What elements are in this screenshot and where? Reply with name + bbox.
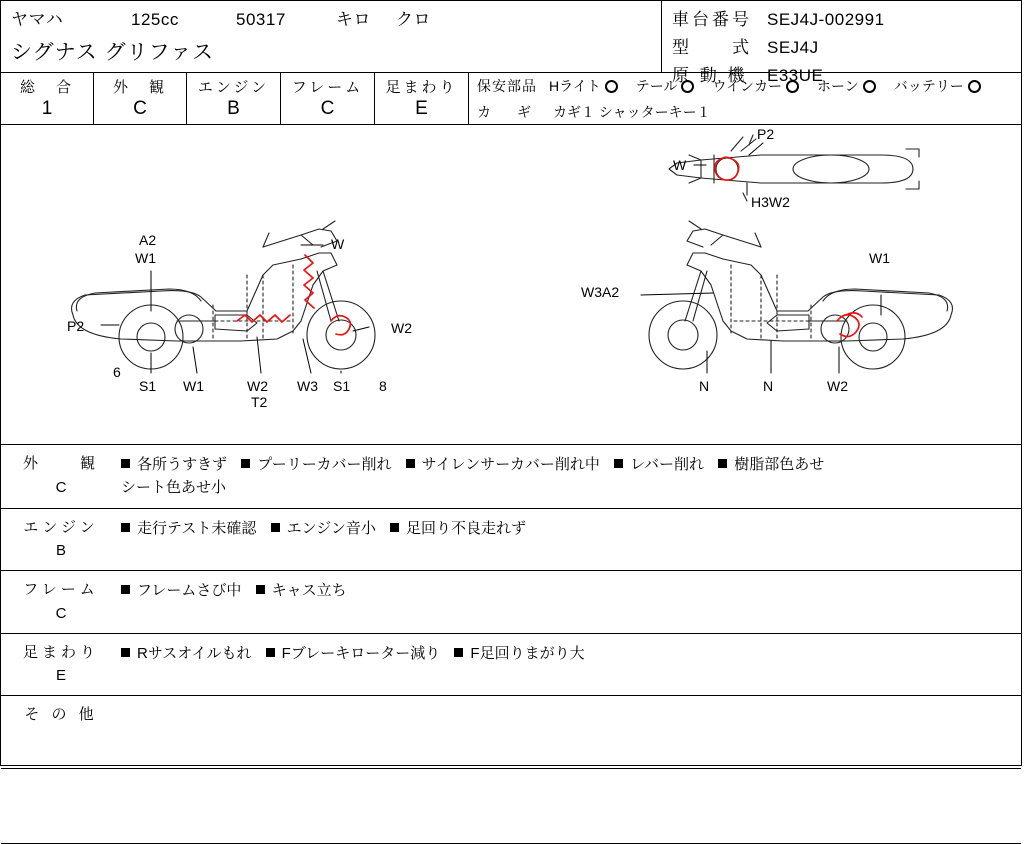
frame-number-row bbox=[672, 5, 1021, 30]
bullet-square-icon bbox=[121, 648, 130, 657]
key-row bbox=[469, 99, 1021, 125]
circle-ok-icon bbox=[863, 80, 876, 93]
diagram-label-w1-top: W1 bbox=[135, 250, 156, 266]
diagram-label-8: 8 bbox=[379, 378, 387, 394]
diagram-label-w3: W3 bbox=[297, 378, 318, 394]
diagram-label-w1-right: W1 bbox=[869, 250, 890, 266]
damage-diagram bbox=[1, 125, 1021, 445]
diagram-label-w2-b: W2 bbox=[247, 378, 268, 394]
type-label: 型 式 bbox=[672, 38, 752, 57]
bullet-square-icon bbox=[271, 523, 280, 532]
remark-item bbox=[121, 479, 226, 496]
diagram-svg bbox=[1, 125, 1023, 443]
key-label: カ ギ bbox=[477, 104, 537, 120]
table-row bbox=[1, 508, 1021, 571]
diagram-label-w3a2: W3A2 bbox=[581, 284, 620, 300]
remarks-key-appearance bbox=[1, 445, 121, 508]
remark-item-text: 足回り不良走れず bbox=[406, 519, 527, 537]
key-value: カギ１ シャッターキー１ bbox=[553, 104, 711, 120]
equipment-winker bbox=[712, 76, 799, 96]
equipment-headlight-label: Hライト bbox=[549, 78, 601, 94]
grade-total-value: 1 bbox=[41, 98, 53, 119]
grade-bar bbox=[1, 73, 1021, 125]
remarks-key-label: エンジン bbox=[23, 518, 99, 536]
remarks-key-grade: C bbox=[55, 478, 67, 496]
remark-item bbox=[256, 582, 347, 599]
grade-appearance bbox=[94, 73, 187, 124]
table-row-other bbox=[1, 696, 1021, 769]
remarks-key-frame bbox=[1, 571, 121, 634]
remark-item-text: シート色あせ小 bbox=[121, 479, 227, 497]
remarks-table bbox=[1, 445, 1021, 844]
bullet-square-icon bbox=[121, 585, 130, 594]
grade-appearance-label: 外 観 bbox=[112, 79, 167, 96]
remarks-values-frame bbox=[121, 571, 1021, 634]
grade-appearance-value: C bbox=[133, 98, 147, 119]
remark-item bbox=[454, 645, 584, 662]
bullet-square-icon bbox=[256, 585, 265, 594]
type-value: SEJ4J bbox=[767, 38, 819, 57]
remark-item bbox=[241, 456, 391, 473]
maker-name: ヤマハ bbox=[11, 10, 64, 29]
remark-item bbox=[614, 456, 704, 473]
table-row bbox=[1, 571, 1021, 634]
remark-item-text: サイレンサーカバー削れ中 bbox=[421, 456, 600, 473]
equipment-winker-label: ウインカー bbox=[712, 78, 783, 94]
grade-frame-label: フレーム bbox=[291, 79, 364, 96]
bullet-square-icon bbox=[406, 459, 415, 468]
remark-item-text: 樹脂部色あせ bbox=[734, 456, 825, 473]
table-row-blank bbox=[1, 769, 1021, 844]
remark-item bbox=[406, 456, 600, 473]
color-value: クロ bbox=[396, 10, 431, 29]
remark-item-text: プーリーカバー削れ bbox=[257, 456, 392, 473]
equipment-taillight bbox=[636, 76, 695, 96]
diagram-label-w: W bbox=[673, 157, 687, 173]
remarks-key-grade: B bbox=[55, 542, 66, 560]
model-line bbox=[11, 5, 661, 30]
other-value bbox=[121, 696, 1021, 769]
remark-item-text: 各所うすきず bbox=[137, 456, 228, 473]
equipment-battery bbox=[894, 76, 981, 96]
diagram-label-s1-b: S1 bbox=[333, 378, 351, 394]
header bbox=[1, 1, 1021, 85]
remark-item bbox=[121, 520, 256, 537]
remark-item bbox=[718, 456, 824, 473]
equipment-block bbox=[469, 73, 1021, 124]
diagram-label-w-left: W bbox=[331, 236, 345, 252]
remarks-values-appearance bbox=[121, 445, 1021, 508]
diagram-label-n-b: N bbox=[763, 378, 774, 394]
grade-suspension-value: E bbox=[415, 98, 428, 119]
type-row bbox=[672, 33, 1021, 58]
remark-item-text: エンジン音小 bbox=[286, 519, 376, 537]
diagram-label-6: 6 bbox=[113, 364, 121, 380]
bullet-square-icon bbox=[454, 648, 463, 657]
left-side-view bbox=[72, 221, 376, 369]
grade-engine bbox=[187, 73, 281, 124]
grade-engine-value: B bbox=[227, 98, 240, 119]
bullet-square-icon bbox=[266, 648, 275, 657]
grade-total-label: 総 合 bbox=[19, 79, 74, 96]
table-row bbox=[1, 445, 1021, 508]
bullet-square-icon bbox=[390, 523, 399, 532]
remarks-key-label: 外 観 bbox=[22, 455, 99, 472]
diagram-label-w2-left: W2 bbox=[391, 320, 412, 336]
header-left bbox=[1, 1, 661, 72]
equipment-label: 保安部品 bbox=[477, 78, 537, 94]
grade-engine-label: エンジン bbox=[197, 79, 270, 96]
remarks-values-engine bbox=[121, 508, 1021, 571]
remarks-key-suspension bbox=[1, 633, 121, 696]
grade-total bbox=[1, 73, 94, 124]
frame-number-value: SEJ4J-002991 bbox=[767, 10, 885, 29]
circle-ok-icon bbox=[681, 80, 694, 93]
equipment-battery-label: バッテリー bbox=[893, 78, 964, 94]
remark-item-text: F足回りまがり大 bbox=[470, 644, 585, 662]
remark-item bbox=[390, 520, 526, 537]
diagram-label-w1-b: W1 bbox=[183, 378, 204, 394]
engine-label: 原 動 機 bbox=[672, 66, 748, 85]
remark-item-text: 走行テスト未確認 bbox=[137, 519, 257, 537]
grade-suspension bbox=[375, 73, 469, 124]
model-name: シグナス グリファス bbox=[11, 41, 215, 64]
grade-suspension-label: 足まわり bbox=[385, 79, 458, 96]
diagram-label-w2-right: W2 bbox=[827, 378, 848, 394]
table-row bbox=[1, 633, 1021, 696]
diagram-label-s1-a: S1 bbox=[139, 378, 157, 394]
remarks-key-label: 足まわり bbox=[22, 643, 99, 661]
grade-frame bbox=[281, 73, 375, 124]
remark-item-text: Fブレーキローター減り bbox=[281, 644, 441, 662]
remark-item bbox=[121, 456, 227, 473]
other-label-cell bbox=[1, 696, 121, 769]
diagram-label-n-a: N bbox=[699, 378, 710, 394]
frame-number-label: 車台番号 bbox=[672, 10, 752, 29]
remarks-key-grade: E bbox=[55, 667, 66, 685]
remark-item-text: レバー削れ bbox=[630, 456, 705, 473]
remarks-key-label: フレーム bbox=[23, 581, 99, 598]
blank-key-cell bbox=[1, 769, 121, 844]
mileage-value: 50317 bbox=[236, 10, 286, 29]
diagram-label-p2: P2 bbox=[757, 126, 775, 142]
bullet-square-icon bbox=[718, 459, 727, 468]
remark-item-text: Rサスオイルもれ bbox=[137, 644, 252, 662]
equipment-headlight bbox=[549, 76, 618, 96]
equipment-horn-label: ホーン bbox=[817, 78, 859, 94]
diagram-label-h3w2: H3W2 bbox=[751, 194, 790, 210]
diagram-label-p2-left: P2 bbox=[67, 318, 85, 334]
circle-ok-icon bbox=[786, 80, 799, 93]
top-view bbox=[669, 135, 919, 201]
remark-item bbox=[271, 520, 376, 537]
bullet-square-icon bbox=[241, 459, 250, 468]
bullet-square-icon bbox=[121, 523, 130, 532]
remark-item bbox=[266, 645, 441, 662]
equipment-row bbox=[469, 73, 1021, 99]
blank-value-cell bbox=[121, 769, 1021, 844]
diagram-label-t2: T2 bbox=[251, 394, 268, 410]
diagram-label-a2: A2 bbox=[139, 232, 157, 248]
mileage-unit: キロ bbox=[336, 10, 371, 29]
other-label: そ の 他 bbox=[24, 706, 98, 723]
remark-item bbox=[121, 582, 241, 599]
remark-item-text: キャス立ち bbox=[271, 582, 347, 599]
bullet-square-icon bbox=[121, 459, 130, 468]
circle-ok-icon bbox=[968, 80, 981, 93]
equipment-horn bbox=[817, 76, 876, 96]
remarks-key-grade: C bbox=[55, 604, 67, 622]
bullet-square-icon bbox=[614, 459, 623, 468]
header-right bbox=[661, 1, 1021, 85]
remark-item bbox=[121, 645, 251, 662]
right-side-view bbox=[649, 221, 953, 369]
grade-frame-value: C bbox=[320, 98, 335, 119]
equipment-taillight-label: テール bbox=[635, 78, 678, 94]
remark-item-text: フレームさび中 bbox=[137, 582, 242, 599]
circle-ok-icon bbox=[605, 80, 618, 93]
displacement: 125cc bbox=[131, 10, 179, 29]
remarks-values-suspension bbox=[121, 633, 1021, 696]
remarks-key-engine bbox=[1, 508, 121, 571]
engine-value: E33UE bbox=[767, 66, 824, 85]
